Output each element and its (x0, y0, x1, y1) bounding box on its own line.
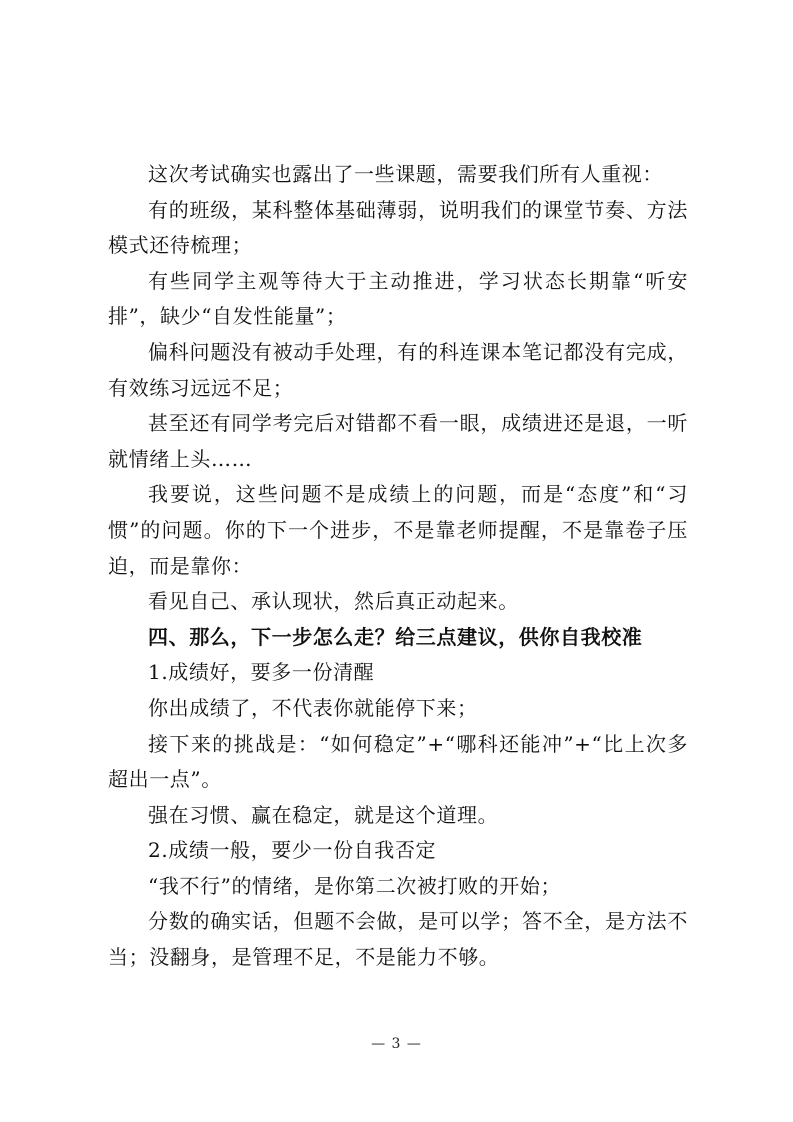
paragraph-4: 偏科问题没有被动手处理，有的科连课本笔记都没有完成，有效练习远远不足； (108, 339, 688, 400)
paragraph-5: 甚至还有同学考完后对错都不看一眼，成绩进还是退，一听就情绪上头…… (108, 411, 688, 471)
paragraph-6: 我要说，这些问题不是成绩上的问题，而是“态度”和“习惯”的问题。你的下一个进步，不是靠老师提醒，不是靠卷子压迫，而是靠你： (108, 482, 688, 578)
paragraph-3: 有些同学主观等待大于主动推进，学习状态长期靠“听安排”，缺少“自发性能量”； (108, 268, 688, 329)
paragraph-2: 有的班级，某科整体基础薄弱，说明我们的课堂节奏、方法模式还待梳理； (108, 197, 688, 258)
paragraph-14: “我不行”的情绪，是你第二次被打败的开始； (148, 873, 562, 898)
page-number: — 3 — (371, 1036, 422, 1052)
paragraph-12: 强在习惯、赢在稳定，就是这个道理。 (148, 802, 499, 827)
point-1-title: 1.成绩好，要多一份清醒 (148, 660, 375, 685)
paragraph-1: 这次考试确实也露出了一些课题，需要我们所有人重视： (148, 162, 663, 186)
document-body (108, 157, 688, 976)
paragraph-7: 看见自己、承认现状，然后真正动起来。 (148, 589, 519, 614)
section-heading: 四、那么，下一步怎么走？给三点建议，供你自我校准 (148, 624, 643, 649)
paragraph-10: 你出成绩了，不代表你就能停下来； (148, 695, 478, 720)
paragraph-15: 分数的确实话，但题不会做，是可以学；答不全，是方法不当；没翻身，是管理不足，不是能力不够。 (108, 909, 688, 970)
point-2-title: 2.成绩一般，要少一份自我否定 (148, 838, 437, 863)
paragraph-11: 接下来的挑战是：“如何稳定”+“哪科还能冲”+“比上次多超出一点”。 (108, 731, 688, 792)
